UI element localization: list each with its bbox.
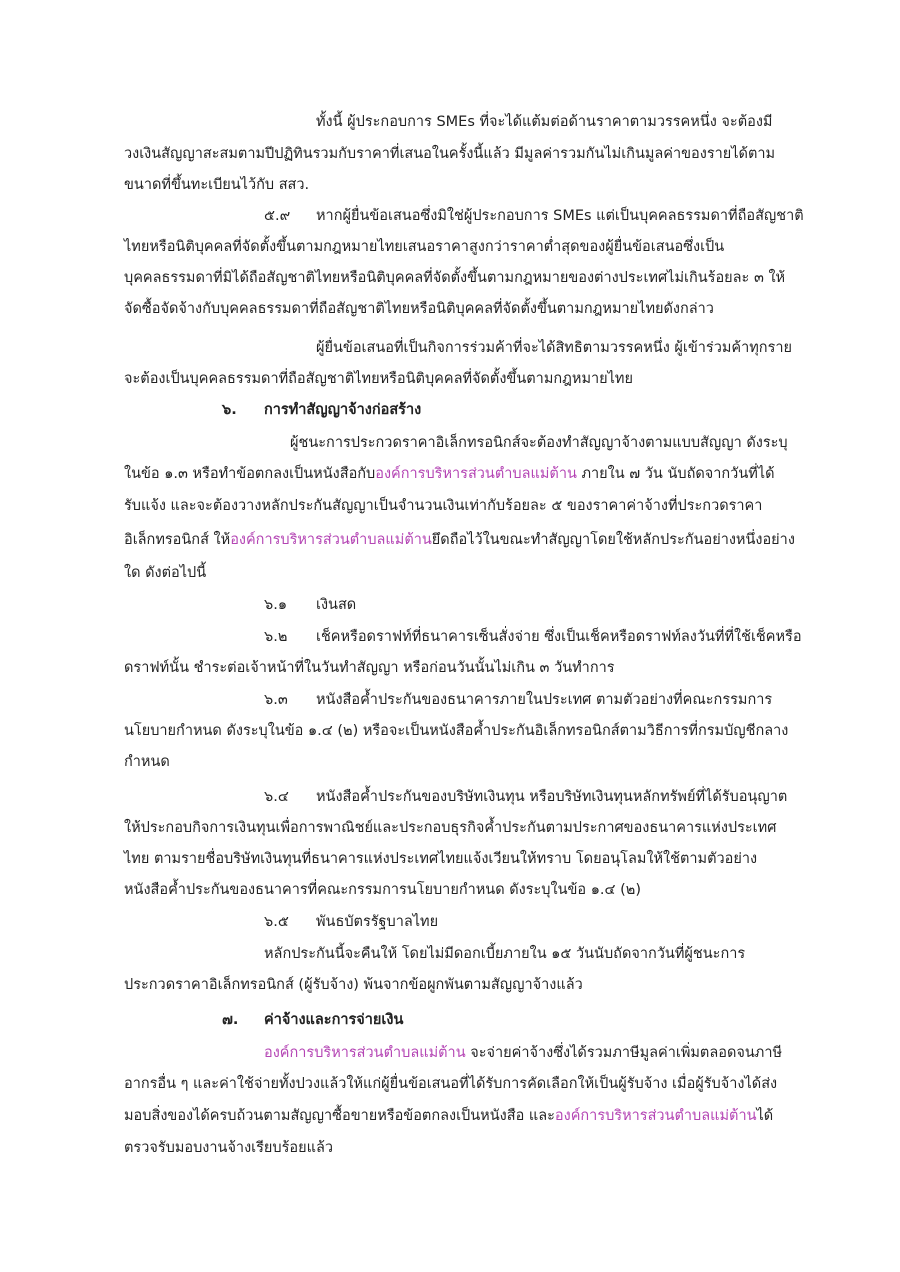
paragraph-line: หนังสือค้ำประกันของธนาคารที่คณะกรรมการนโยบายกำหนด ดังระบุในข้อ ๑.๔ (๒) [124, 882, 642, 898]
clause-text: พันธบัตรรัฐบาลไทย [316, 914, 439, 930]
text-span: มอบสิ่งของได้ครบถ้วนตามสัญญาซื้อขายหรือข้อตกลงเป็นหนังสือ และ [124, 1108, 555, 1124]
paragraph-line: หลักประกันนี้จะคืนให้ โดยไม่มีดอกเบี้ยภายใน ๑๕ วันนับถัดจากวันที่ผู้ชนะการ [264, 946, 746, 962]
organization-name: องค์การบริหารส่วนตำบลแม่ต้าน [230, 532, 432, 548]
clause-text: เช็คหรือดราฟท์ที่ธนาคารเซ็นสั่งจ่าย ซึ่งเป็นเช็คหรือดราฟท์ลงวันที่ที่ใช้เช็คหรือ [316, 629, 802, 645]
paragraph-line: จัดซื้อจัดจ้างกับบุคคลธรรมดาที่ถือสัญชาติไทยหรือนิติบุคคลที่จัดตั้งขึ้นตามกฎหมายไทยดังกล่าว [124, 301, 714, 317]
text-span: ภายใน ๗ วัน นับถัดจากวันที่ได้ [576, 466, 775, 482]
paragraph-line: ผู้ยื่นข้อเสนอที่เป็นกิจการร่วมค้าที่จะได้สิทธิตามวรรคหนึ่ง ผู้เข้าร่วมค้าทุกราย [316, 340, 793, 356]
paragraph-line: ให้ประกอบกิจการเงินทุนเพื่อการพาณิชย์และประกอบธุรกิจค้ำประกันตามประกาศของธนาคารแห่งประเทศ [124, 820, 777, 836]
clause-number: ๖.๓ [264, 692, 288, 708]
section-number: ๖. [222, 402, 237, 418]
text-span: จะจ่ายค่าจ้างซึ่งได้รวมภาษีมูลค่าเพิ่มตลอดจนภาษี [465, 1045, 783, 1061]
clause-text: หนังสือค้ำประกันของธนาคารภายในประเทศ ตามตัวอย่างที่คณะกรรมการ [316, 692, 773, 708]
section-heading: ค่าจ้างและการจ่ายเงิน [264, 1012, 404, 1028]
paragraph-line: ผู้ชนะการประกวดราคาอิเล็กทรอนิกส์จะต้องทำสัญญาจ้างตามแบบสัญญา ดังระบุ [290, 435, 788, 451]
clause-text: หากผู้ยื่นข้อเสนอซึ่งมิใช่ผู้ประกอบการ SMEs แต่เป็นบุคคลธรรมดาที่ถือสัญชาติ [316, 208, 804, 224]
paragraph-line: ขนาดที่ขึ้นทะเบียนไว้กับ สสว. [124, 177, 310, 193]
text-span: อิเล็กทรอนิกส์ ให้ [124, 532, 231, 548]
organization-name: องค์การบริหารส่วนตำบลแม่ต้าน [264, 1045, 466, 1061]
paragraph-line [264, 1043, 782, 1063]
paragraph-line: บุคคลธรรมดาที่มิได้ถือสัญชาติไทยหรือนิติบุคคลที่จัดตั้งขึ้นตามกฎหมายของต่างประเทศไม่เกินร้อยละ ๓ ให้ [124, 270, 786, 286]
clause-number: ๕.๙ [264, 208, 291, 224]
clause-text: เงินสด [316, 597, 357, 613]
paragraph-line: อากรอื่น ๆ และค่าใช้จ่ายทั้งปวงแล้วให้แก่ผู้ยื่นข้อเสนอที่ได้รับการคัดเลือกให้เป็นผู้รับจ้าง เมื่อผู้รับจ้างได้ส่ง [124, 1076, 778, 1092]
text-span: ยึดถือไว้ในขณะทำสัญญาโดยใช้หลักประกันอย่างหนึ่งอย่าง [431, 532, 795, 548]
paragraph-line [124, 530, 795, 550]
clause-number: ๖.๑ [264, 597, 288, 613]
paragraph-line [124, 1106, 773, 1126]
clause-text: หนังสือค้ำประกันของบริษัทเงินทุน หรือบริษัทเงินทุนหลักทรัพย์ที่ได้รับอนุญาต [316, 789, 788, 805]
paragraph-line: ทั้งนี้ ผู้ประกอบการ SMEs ที่จะได้แต้มต่อด้านราคาตามวรรคหนึ่ง จะต้องมี [316, 114, 773, 130]
organization-name: องค์การบริหารส่วนตำบลแม่ต้าน [375, 466, 577, 482]
paragraph-line: ประกวดราคาอิเล็กทรอนิกส์ (ผู้รับจ้าง) พ้นจากข้อผูกพันตามสัญญาจ้างแล้ว [124, 977, 583, 993]
paragraph-line: ใด ดังต่อไปนี้ [124, 565, 207, 581]
section-heading: การทำสัญญาจ้างก่อสร้าง [264, 402, 422, 418]
paragraph-line [124, 464, 775, 484]
paragraph-line: วงเงินสัญญาสะสมตามปีปฏิทินรวมกับราคาที่เสนอในครั้งนี้แล้ว มีมูลค่ารวมกันไม่เกินมูลค่าของรายได้ตาม [124, 146, 776, 162]
paragraph-line: กำหนด [124, 754, 170, 770]
clause-number: ๖.๔ [264, 789, 289, 805]
clause-number: ๖.๕ [264, 914, 289, 930]
text-span: ได้ [756, 1108, 774, 1124]
clause-number: ๖.๒ [264, 629, 288, 645]
paragraph-line: นโยบายกำหนด ดังระบุในข้อ ๑.๔ (๒) หรือจะเป็นหนังสือค้ำประกันอิเล็กทรอนิกส์ตามวิธีการที่กรมบัญชีกลาง [124, 723, 789, 739]
section-number: ๗. [222, 1012, 239, 1028]
paragraph-line: ไทย ตามรายชื่อบริษัทเงินทุนที่ธนาคารแห่งประเทศไทยแจ้งเวียนให้ทราบ โดยอนุโลมให้ใช้ตามตัวอย่าง [124, 851, 758, 867]
paragraph-line: จะต้องเป็นบุคคลธรรมดาที่ถือสัญชาติไทยหรือนิติบุคคลที่จัดตั้งขึ้นตามกฎหมายไทย [124, 371, 633, 387]
text-span: ในข้อ ๑.๓ หรือทำข้อตกลงเป็นหนังสือกับ [124, 466, 376, 482]
paragraph-line: รับแจ้ง และจะต้องวางหลักประกันสัญญาเป็นจำนวนเงินเท่ากับร้อยละ ๕ ของราคาค่าจ้างที่ประกวดราคา [124, 498, 763, 514]
paragraph-line: ดราฟท์นั้น ชำระต่อเจ้าหน้าที่ในวันทำสัญญา หรือก่อนวันนั้นไม่เกิน ๓ วันทำการ [124, 660, 615, 676]
organization-name: องค์การบริหารส่วนตำบลแม่ต้าน [554, 1108, 757, 1124]
paragraph-line: ตรวจรับมอบงานจ้างเรียบร้อยแล้ว [124, 1140, 333, 1156]
paragraph-line: ไทยหรือนิติบุคคลที่จัดตั้งขึ้นตามกฎหมายไทยเสนอราคาสูงกว่าราคาต่ำสุดของผู้ยื่นข้อเสนอซึ่งเป็น [124, 239, 725, 255]
